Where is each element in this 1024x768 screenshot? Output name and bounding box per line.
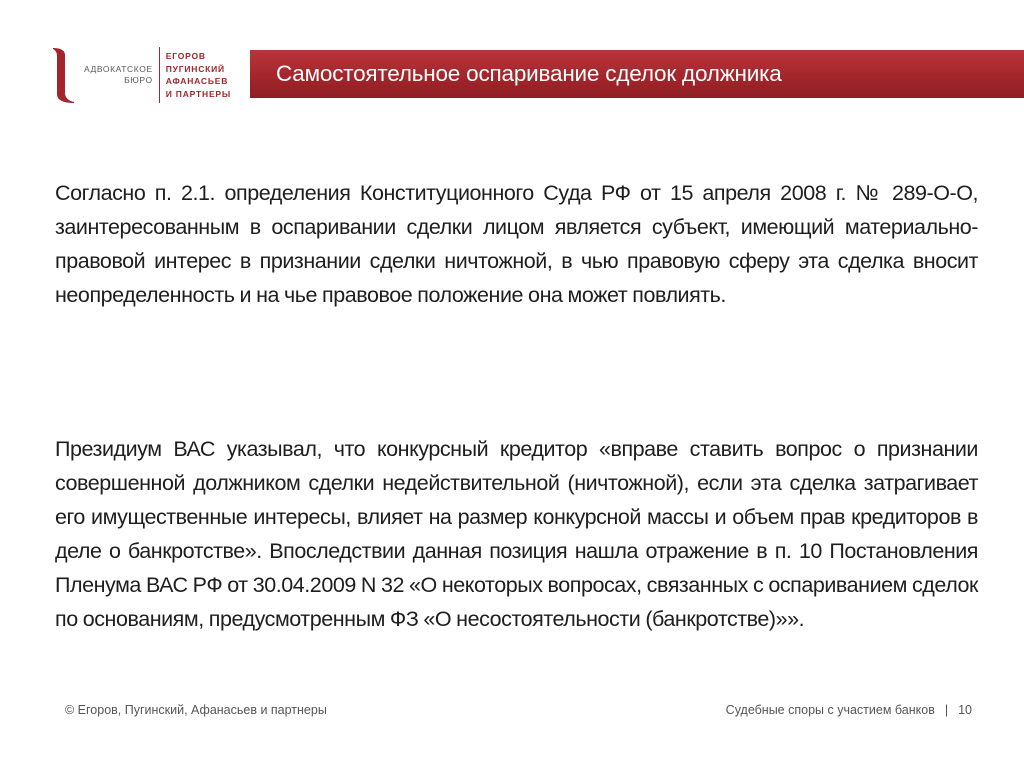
- logo-name-line-3: АФАНАСЬЕВ: [165, 76, 229, 86]
- logo-bureau-line-2: БЮРО: [124, 75, 153, 85]
- footer-right: [726, 703, 972, 717]
- footer-section-title: Судебные споры с участием банков: [725, 703, 935, 717]
- slide-title: Самостоятельное оспаривание сделок должника: [276, 61, 782, 86]
- logo-name-line-2: ПУГИНСКИЙ: [165, 63, 225, 74]
- page-number: 10: [958, 703, 972, 717]
- body-paragraph-1: Согласно п. 2.1. определения Конституционного Суда РФ от 15 апреля 2008 г. № 289-О-О, заинтересованным в оспаривании сделки лицом является субъект, имеющий материально-правовой интерес в признании сделки ничтожной, в чью правовую сферу эта сделка вносит неопределенность и на чье правовое положение она может повлиять.: [55, 181, 978, 307]
- footer-copyright: © Егоров, Пугинский, Афанасьев и партнеры: [65, 703, 327, 717]
- logo-partner-names: [166, 50, 231, 100]
- body-paragraph-2: Президиум ВАС указывал, что конкурсный кредитор «вправе ставить вопрос о признании совершенной должником сделки недействительной (ничтожной), если эта сделка затрагивает его имущественные интересы, влияет на размер конкурсной массы и объем прав кредиторов в деле о банкротстве». Впоследствии данная позиция нашла отражение в п. 10 Постановления Пленума ВАС РФ от 30.04.2009 N 32 «О некоторых вопросах, связанных с оспариванием сделок по основаниям, предусмотренным ФЗ «О несостоятельности (банкротстве)»».: [55, 437, 978, 631]
- logo-name-line-1: ЕГОРОВ: [165, 51, 206, 61]
- firm-logo: [50, 46, 231, 104]
- logo-bureau-text: [84, 64, 153, 86]
- title-bar: [250, 50, 1024, 98]
- logo-divider: [159, 47, 160, 103]
- logo-bureau-line-1: АДВОКАТСКОЕ: [84, 64, 153, 74]
- logo-name-line-4: И ПАРТНЕРЫ: [165, 88, 232, 99]
- footer-separator: |: [944, 703, 949, 717]
- firm-logo-mark-icon: [50, 46, 76, 104]
